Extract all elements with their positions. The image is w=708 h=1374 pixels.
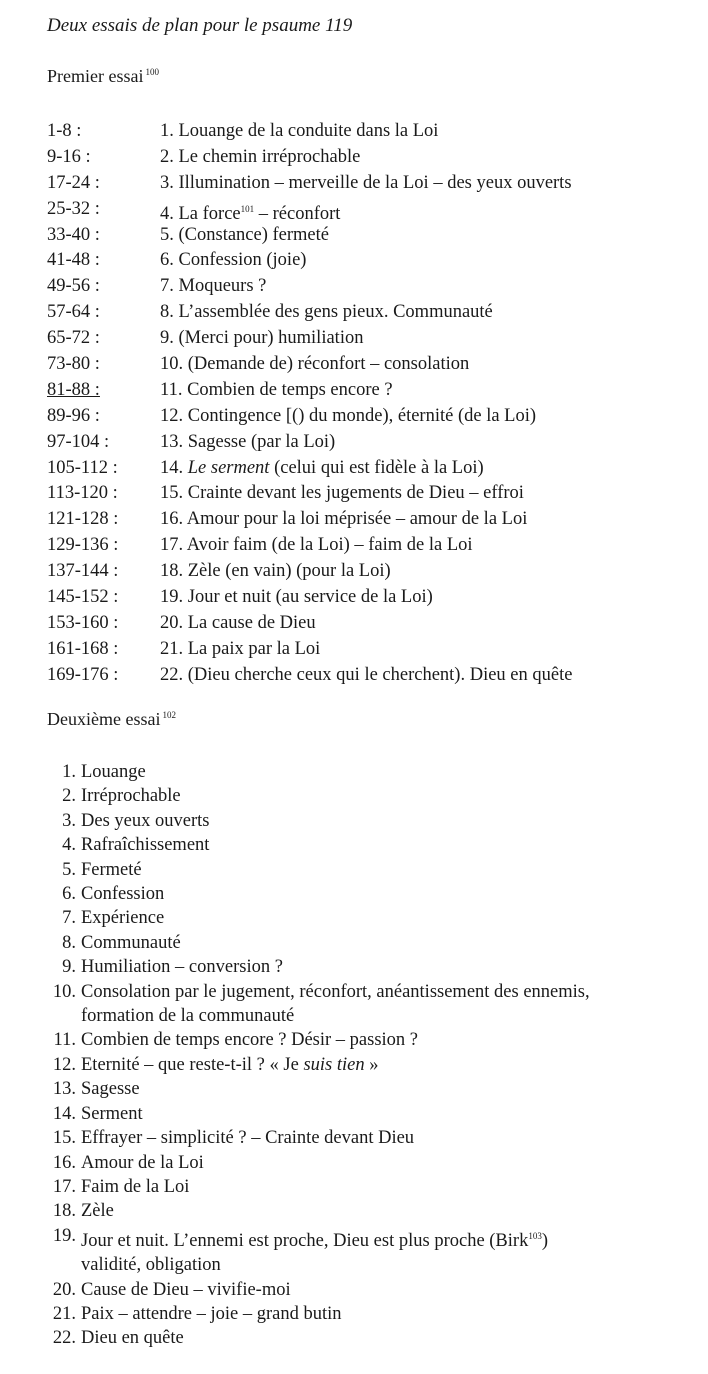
item-text-wrap [81,1175,707,1199]
list-item [47,1224,707,1278]
item-text: Combien de temps encore ? Désir – passion ? [81,1030,419,1051]
item-text-wrap [81,931,707,955]
item-text-wrap [81,1326,707,1350]
entry-text: 21. La paix par la Loi [160,638,321,659]
item-number: 14. [52,1103,76,1124]
list-item [47,931,707,955]
table-row [47,533,707,559]
item-number: 4. [62,835,76,856]
entry-text: 22. (Dieu cherche ceux qui le cherchent). Dieu en quête [160,664,573,685]
item-text-wrap [81,784,707,808]
item-text: Paix – attendre – joie – grand butin [81,1303,342,1324]
item-text-wrap [81,1126,707,1150]
table-row [47,378,707,404]
list-item [47,809,707,833]
table-row [47,352,707,378]
item-text-wrap [81,1053,707,1077]
list-item [47,980,707,1029]
list-item [47,882,707,906]
entry-text: 4. La force [160,203,241,224]
verse-range: 137-144 : [47,561,119,582]
item-text-wrap [81,906,707,930]
plan-entry [160,637,320,663]
entry-text: 1. Louange de la conduite dans la Loi [160,121,439,141]
table-row [47,507,707,533]
list-item [47,1278,707,1302]
item-continuation: validité, obligation [81,1255,221,1276]
list-item [47,1053,707,1077]
verse-range: 9-16 : [47,146,91,167]
entry-text: 20. La cause de Dieu [160,612,316,633]
item-text: Irréprochable [81,786,181,807]
verse-range: 97-104 : [47,431,110,452]
entry-text: 16. Amour pour la loi méprisée – amour de la Loi [160,509,528,530]
item-number: 20. [52,1279,76,1300]
verse-range: 113-120 : [47,483,118,504]
item-text: Communauté [81,932,181,953]
entry-text: 19. Jour et nuit (au service de la Loi) [160,587,433,608]
list-item [47,1302,707,1326]
verse-range: 145-152 : [47,587,119,608]
item-text-wrap [81,882,707,906]
item-text: Faim de la Loi [81,1176,190,1197]
list-item [47,1028,707,1052]
verse-range: 121-128 : [47,509,119,530]
plan-entry [160,456,484,482]
item-text-wrap [81,1302,707,1326]
item-text-after: ) [541,1230,548,1251]
verse-range: 65-72 : [47,328,100,349]
table-row [47,223,707,249]
verse-range: 33-40 : [47,224,100,245]
premier-essai-table [47,119,707,689]
entry-text: 5. (Constance) fermeté [160,224,329,245]
list-item [47,858,707,882]
italic-text: Le serment [187,457,270,478]
list-item [47,784,707,808]
item-number: 12. [52,1054,76,1075]
item-number: 11. [53,1030,76,1051]
plan-entry [160,559,391,585]
item-text-wrap [81,955,707,979]
list-item [47,906,707,930]
plan-entry [160,119,438,145]
item-text: Eternité – que reste-t-il ? « Je suis tien » [81,1054,379,1075]
list-item [47,1077,707,1101]
item-number: 17. [52,1176,76,1197]
entry-text: 18. Zèle (en vain) (pour la Loi) [160,561,391,582]
entry-text: 15. Crainte devant les jugements de Dieu – effroi [160,483,524,504]
table-row [47,119,707,145]
table-row [47,171,707,197]
item-text: Expérience [81,908,165,929]
item-text: Dieu en quête [81,1328,184,1349]
verse-range: 41-48 : [47,250,100,271]
entry-text: 11. Combien de temps encore ? [160,379,393,400]
item-text: Effrayer – simplicité ? – Crainte devant Dieu [81,1128,415,1149]
table-row [47,481,707,507]
item-text: Zèle [81,1201,114,1222]
item-number: 18. [52,1201,76,1222]
verse-range: 49-56 : [47,276,100,297]
table-row [47,637,707,663]
item-text: Confession [81,884,165,905]
verse-range: 105-112 : [47,457,118,478]
item-text-wrap [81,1102,707,1126]
item-number: 19. [52,1225,76,1246]
list-item [47,1151,707,1175]
item-text-wrap [81,1224,707,1278]
item-number: 22. [52,1328,76,1349]
item-text-wrap [81,760,707,784]
plan-entry [160,300,493,326]
table-row [47,197,707,223]
table-row [47,248,707,274]
plan-entry [160,378,393,404]
item-number: 13. [52,1079,76,1100]
item-text-wrap [81,1077,707,1101]
item-number: 21. [52,1303,76,1324]
section-heading-deuxieme-essai [47,709,176,730]
item-text-wrap [81,1278,707,1302]
verse-range: 25-32 : [47,198,100,219]
item-text-wrap [81,1028,707,1052]
item-number: 9. [62,957,76,978]
table-row [47,611,707,637]
item-text: Cause de Dieu – vivifie-moi [81,1279,291,1300]
plan-entry [160,404,536,430]
item-text-wrap [81,858,707,882]
footnote-ref: 103 [528,1230,542,1241]
entry-text: 7. Moqueurs ? [160,276,267,297]
section-heading-premier-essai [47,66,159,87]
list-item [47,1326,707,1350]
item-text: Des yeux ouverts [81,810,210,831]
footnote-ref: 102 [162,710,176,720]
entry-text: 14. Le serment (celui qui est fidèle à la Loi) [160,457,484,478]
footnote-ref: 101 [240,203,255,214]
item-number: 10. [52,981,76,1002]
plan-entry [160,274,266,300]
entry-text: 12. Contingence [() du monde), éternité (de la Loi) [160,405,537,426]
plan-entry [160,533,473,559]
entry-text: 9. (Merci pour) humiliation [160,328,364,349]
list-item [47,1199,707,1223]
plan-entry [160,145,360,171]
plan-entry [160,430,335,456]
plan-entry [160,481,524,507]
entry-text: 10. (Demande de) réconfort – consolation [160,354,470,375]
item-text-wrap [81,1151,707,1175]
table-row [47,145,707,171]
table-row [47,404,707,430]
table-row [47,300,707,326]
item-number: 15. [52,1128,76,1149]
verse-range: 161-168 : [47,638,119,659]
plan-entry [160,352,469,378]
entry-text: 17. Avoir faim (de la Loi) – faim de la Loi [160,535,473,556]
verse-range: 89-96 : [47,405,100,426]
item-text: Louange [81,762,146,782]
entry-text: 3. Illumination – merveille de la Loi – des yeux ouverts [160,172,572,193]
list-item [47,955,707,979]
table-row [47,274,707,300]
item-number: 3. [62,810,76,831]
item-text-wrap [81,809,707,833]
item-text-wrap [81,833,707,857]
item-text: Sagesse [81,1079,140,1100]
item-number: 5. [62,859,76,880]
list-item [47,833,707,857]
footnote-ref: 100 [145,67,159,77]
plan-entry [160,248,306,274]
item-text: Serment [81,1103,143,1124]
entry-text: 8. L’assemblée des gens pieux. Communauté [160,302,493,323]
heading-text: Deuxième essai [47,709,161,729]
item-number: 2. [62,786,76,807]
item-text-wrap [81,1199,707,1223]
item-number: 6. [62,884,76,905]
plan-entry [160,197,340,223]
item-number: 8. [62,932,76,953]
plan-entry [160,326,363,352]
item-text: Consolation par le jugement, réconfort, anéantissement des ennemis, [81,981,590,1002]
item-text: Amour de la Loi [81,1152,204,1173]
verse-range: 169-176 : [47,664,119,685]
table-row [47,326,707,352]
italic-text: suis tien [303,1054,365,1075]
entry-text-after: – réconfort [254,203,341,224]
verse-range: 17-24 : [47,172,100,193]
item-number: 7. [62,908,76,929]
table-row [47,663,707,689]
item-text: Rafraîchissement [81,835,210,856]
list-item [47,1102,707,1126]
entry-text: 13. Sagesse (par la Loi) [160,431,336,452]
verse-range: 153-160 : [47,612,119,633]
verse-range: 73-80 : [47,354,100,375]
list-item [47,1126,707,1150]
item-continuation: formation de la communauté [81,1006,295,1027]
plan-entry [160,663,572,689]
plan-entry [160,585,433,611]
plan-entry [160,223,329,249]
verse-range: 81-88 : [47,379,100,400]
plan-entry [160,171,572,197]
verse-range: 1-8 : [47,121,82,141]
entry-text: 2. Le chemin irréprochable [160,146,361,167]
item-number: 16. [52,1152,76,1173]
plan-entry [160,611,316,637]
verse-range: 129-136 : [47,535,119,556]
table-row [47,559,707,585]
item-number: 1. [62,762,76,782]
deuxieme-essai-list [47,760,707,1351]
page-title: Deux essais de plan pour le psaume 119 [47,15,353,36]
item-text: Jour et nuit. L’ennemi est proche, Dieu est plus proche (Birk [81,1230,529,1251]
list-item [47,1175,707,1199]
item-text-wrap [81,980,707,1029]
table-row [47,585,707,611]
entry-text: 6. Confession (joie) [160,250,307,271]
plan-entry [160,507,527,533]
table-row [47,456,707,482]
verse-range: 57-64 : [47,302,100,323]
list-item [47,760,707,784]
table-row [47,430,707,456]
item-text: Fermeté [81,859,142,880]
item-text: Humiliation – conversion ? [81,957,283,978]
heading-text: Premier essai [47,66,144,86]
